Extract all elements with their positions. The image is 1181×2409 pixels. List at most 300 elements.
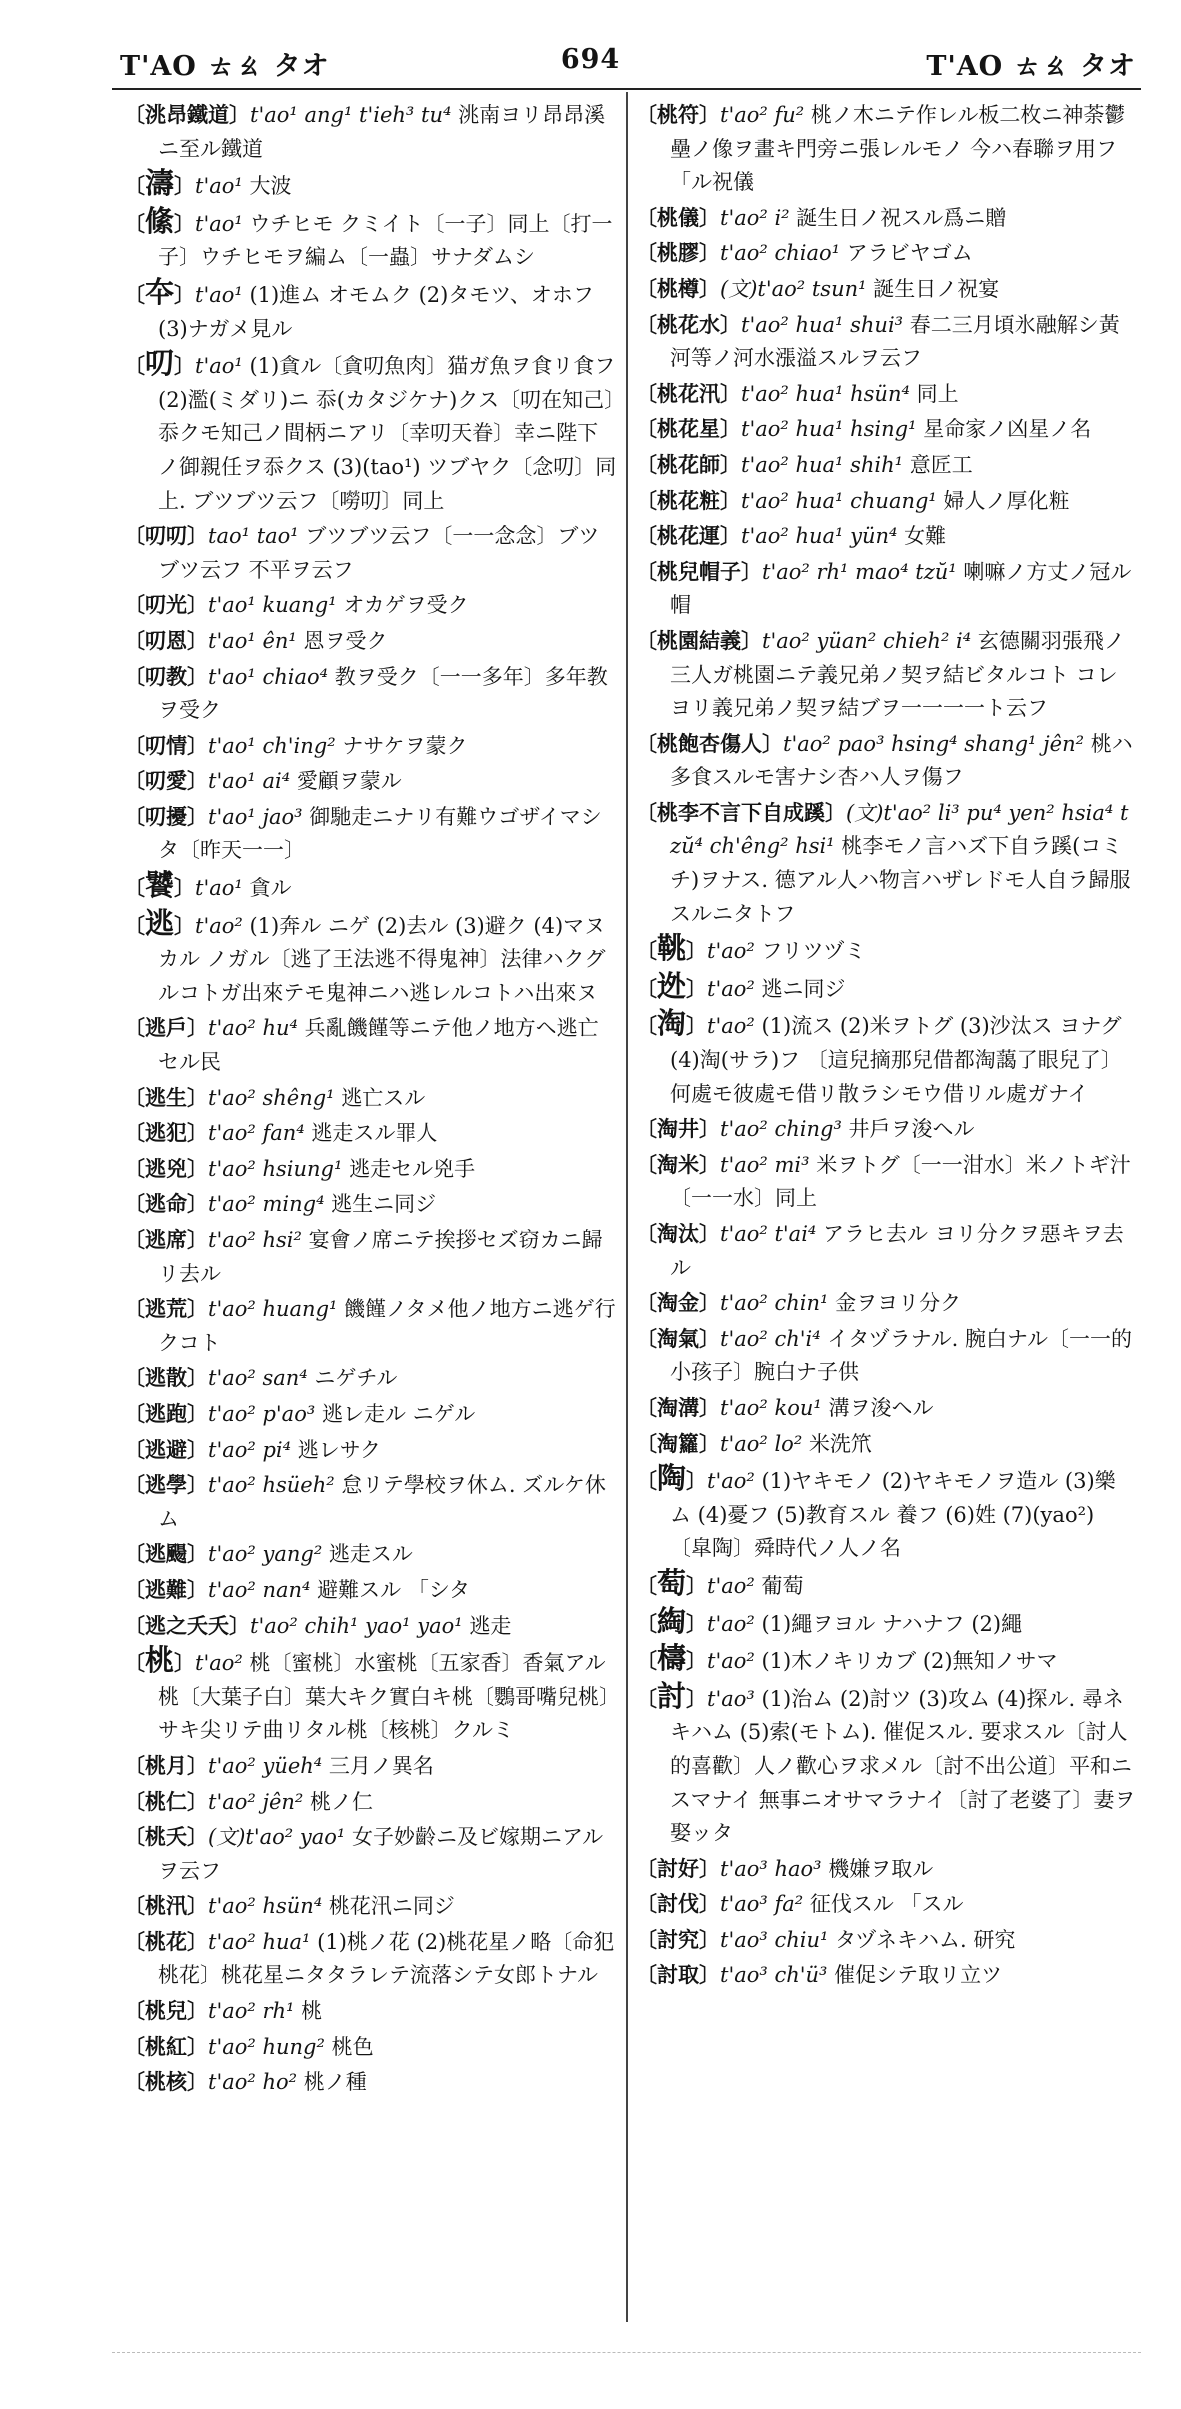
entry-bracket-close: 〕 bbox=[720, 311, 741, 337]
entry-gloss: ニゲチル bbox=[314, 1366, 398, 1391]
entry-bracket-open: 〔 bbox=[124, 2069, 145, 2095]
entry-gloss: ブツブツ云フ〔一一念念〕ブツブツ云フ 不平ヲ云フ bbox=[158, 524, 600, 582]
entry-bracket-open: 〔 bbox=[124, 803, 145, 829]
entry-gloss: 怠リテ學校ヲ休ム. ズルケ休ム bbox=[158, 1473, 606, 1531]
entry-gloss: (1)奔ル ニゲ (2)去ル (3)避ク (4)マヌカル ノガル〔逃了王法逃不得鬼神〕法律ハクグルコトガ出來テモ鬼神ニハ逃レルコトハ出來ヌ bbox=[158, 913, 606, 1005]
entry-bracket-open: 〔 bbox=[636, 1394, 657, 1420]
dictionary-entry bbox=[636, 1642, 1136, 1679]
entry-headword: 桃汛 bbox=[145, 1893, 187, 1919]
dictionary-entry bbox=[636, 236, 1136, 271]
column-divider bbox=[626, 92, 628, 2322]
entry-bracket-close: 〕 bbox=[174, 1650, 196, 1676]
entry-romanization: t'ao² san⁴ bbox=[208, 1366, 315, 1391]
entry-romanization: t'ao² hua¹ hsing¹ bbox=[741, 417, 924, 442]
entry-headword: 淘氣 bbox=[657, 1325, 699, 1351]
entry-headword: 桃飽杏傷人 bbox=[657, 730, 762, 756]
entry-romanization: t'ao² rh¹ mao⁴ tzŭ¹ bbox=[762, 559, 964, 584]
entry-gloss: 大波 bbox=[249, 174, 292, 199]
dictionary-entry bbox=[636, 1217, 1136, 1285]
entry-gloss: アラビヤゴム bbox=[846, 241, 973, 266]
entry-gloss: オカゲヲ受ク bbox=[343, 593, 469, 618]
entry-gloss: 恩ヲ受ク bbox=[303, 628, 388, 653]
entry-gloss: 桃〔蜜桃〕水蜜桃〔五家香〕香氣アル桃〔大葉子白〕葉大キク實白キ桃〔鸚哥嘴兒桃〕サキ尖リテ曲リタル桃〔核桃〕クルミ bbox=[158, 1651, 610, 1743]
entry-bracket-open: 〔 bbox=[124, 1612, 145, 1638]
entry-gloss: 玄德關羽張飛ノ三人ガ桃園ニテ義兄弟ノ契ヲ結ビタルコト コレヨリ義兄弟ノ契ヲ結ブヲ一一一一ト云フ bbox=[670, 628, 1125, 721]
entry-romanization: t'ao¹ jao³ bbox=[208, 804, 310, 829]
entry-gloss: 逃生ニ同ジ bbox=[331, 1192, 437, 1217]
entry-bracket-open: 〔 bbox=[636, 1290, 657, 1316]
entry-romanization: t'ao² jên² bbox=[208, 1789, 311, 1814]
entry-bracket-open: 〔 bbox=[636, 1325, 657, 1351]
entry-romanization: t'ao² bbox=[707, 976, 762, 1001]
entry-headword: 逃生 bbox=[145, 1084, 187, 1110]
entry-headword: 逃學 bbox=[145, 1472, 187, 1498]
dictionary-entry bbox=[124, 1820, 619, 1888]
dictionary-entry bbox=[124, 1889, 619, 1924]
entry-gloss: ナサケヲ蒙ク bbox=[342, 733, 468, 758]
entry-gloss: 逃走セル兇手 bbox=[349, 1156, 476, 1181]
entry-bracket-close: 〕 bbox=[699, 102, 720, 127]
entry-romanization: t'ao¹ ên¹ bbox=[208, 628, 304, 653]
entry-bracket-close: 〕 bbox=[720, 487, 741, 513]
entry-headword: 桃花星 bbox=[657, 416, 720, 442]
entry-romanization: t'ao² bbox=[707, 1649, 762, 1674]
entry-bracket-close: 〕 bbox=[187, 1436, 208, 1462]
entry-bracket-close: 〕 bbox=[720, 380, 741, 406]
dictionary-entry bbox=[124, 1609, 619, 1644]
entry-bracket-open: 〔 bbox=[124, 1541, 145, 1567]
entry-headword: 討好 bbox=[657, 1855, 699, 1881]
entry-headword: 叨 bbox=[145, 346, 175, 381]
entry-bracket-open: 〔 bbox=[124, 353, 145, 379]
entry-romanization: t'ao² hsüeh² bbox=[208, 1473, 342, 1498]
entry-headword: 桃兒帽子 bbox=[657, 558, 741, 584]
dictionary-entry bbox=[636, 1923, 1136, 1958]
entry-gloss: 星命家ノ凶星ノ名 bbox=[923, 417, 1092, 442]
entry-headword: 鞉 bbox=[657, 931, 687, 966]
entry-headword: 淘汰 bbox=[657, 1221, 699, 1246]
dictionary-entry bbox=[124, 729, 619, 764]
entry-bracket-open: 〔 bbox=[636, 799, 657, 825]
entry-romanization: t'ao² lo² bbox=[720, 1431, 809, 1456]
entry-gloss: (1)進ム オモムク (2)タモツ、オホフ (3)ナガメ見ル bbox=[158, 282, 594, 341]
dictionary-entry bbox=[124, 276, 619, 346]
entry-headword: 饕 bbox=[145, 868, 175, 903]
entry-gloss: 教ヲ受ク〔一一多年〕多年教ヲ受ク bbox=[158, 664, 608, 723]
entry-bracket-open: 〔 bbox=[636, 1648, 657, 1674]
entry-bracket-open: 〔 bbox=[636, 275, 657, 301]
entry-bracket-open: 〔 bbox=[124, 210, 145, 236]
entry-gloss: 御馳走ニナリ有難ウゴザイマシタ〔昨天一一〕 bbox=[158, 804, 602, 863]
entry-romanization: t'ao² hua¹ chuang¹ bbox=[741, 488, 944, 513]
entry-bracket-open: 〔 bbox=[124, 1576, 145, 1602]
entry-romanization: t'ao² fan⁴ bbox=[208, 1121, 312, 1146]
entry-gloss: 春二三月頃氷融解シ黃河等ノ河水漲溢スルヲ云フ bbox=[670, 312, 1120, 371]
dictionary-entry bbox=[124, 907, 619, 1011]
entry-bracket-open: 〔 bbox=[124, 1365, 145, 1391]
entry-headword: 桃花師 bbox=[657, 451, 720, 477]
entry-gloss: 三月ノ異名 bbox=[328, 1753, 434, 1778]
entry-headword: 桃紅 bbox=[145, 2033, 187, 2059]
entry-bracket-close: 〕 bbox=[187, 592, 208, 618]
dictionary-entry bbox=[636, 272, 1136, 307]
entry-bracket-open: 〔 bbox=[636, 627, 657, 653]
entry-romanization: t'ao¹ ai⁴ bbox=[208, 769, 297, 794]
entry-bracket-close: 〕 bbox=[699, 1394, 720, 1420]
entry-gloss: 宴會ノ席ニテ挨拶セズ窃カニ歸リ去ル bbox=[158, 1228, 603, 1286]
dictionary-entry bbox=[636, 1322, 1136, 1390]
entry-gloss: (1)ヤキモノ (2)ヤキモノヲ造ル (3)樂ム (4)憂フ (5)教育スル 養フ (6)姓 (7)(yao²)〔皐陶〕舜時代ノ人ノ名 bbox=[670, 1469, 1116, 1561]
entry-bracket-open: 〔 bbox=[124, 1650, 145, 1676]
entry-gloss: (1)流ス (2)米ヲトグ (3)沙汰ス ヨナグ (4)淘(サラ)フ 〔這兒摘那兒借都淘藹了眼兒了〕何處モ彼處モ借リ散ラシモウ借リル處ガナイ bbox=[670, 1014, 1122, 1106]
entry-bracket-close: 〕 bbox=[187, 1365, 208, 1391]
dictionary-entry bbox=[124, 764, 619, 799]
entry-gloss: 桃花汛ニ同ジ bbox=[328, 1894, 455, 1919]
entry-gloss: フリツヅミ bbox=[761, 939, 866, 964]
entry-gloss: 婦人ノ厚化粧 bbox=[943, 488, 1070, 513]
entry-romanization: t'ao¹ bbox=[195, 876, 250, 901]
dictionary-entry bbox=[124, 167, 619, 204]
entry-bracket-close: 〕 bbox=[762, 730, 783, 756]
entry-gloss: 桃 bbox=[301, 1999, 323, 2024]
right-column bbox=[636, 98, 1136, 2323]
entry-bracket-open: 〔 bbox=[124, 1472, 145, 1498]
entry-bracket-close: 〕 bbox=[187, 1120, 208, 1146]
entry-bracket-close: 〕 bbox=[187, 1155, 208, 1181]
entry-headword: 桃兒 bbox=[145, 1998, 187, 2024]
entry-headword: 淘米 bbox=[657, 1151, 699, 1177]
entry-headword: 桃符 bbox=[657, 102, 699, 127]
dictionary-entry bbox=[636, 555, 1136, 623]
entry-romanization: t'ao² hua¹ bbox=[208, 1929, 318, 1954]
entry-headword: 淘井 bbox=[657, 1116, 699, 1142]
entry-gloss: 逃ニ同ジ bbox=[761, 976, 846, 1001]
entry-romanization: t'ao¹ ang¹ t'ieh³ tu⁴ bbox=[250, 103, 459, 127]
entry-bracket-open: 〔 bbox=[636, 240, 657, 266]
entry-romanization: t'ao² hua¹ shui³ bbox=[741, 312, 910, 337]
entry-gloss: 兵亂饑饉等ニテ他ノ地方ヘ逃亡セル民 bbox=[158, 1016, 599, 1075]
entry-romanization: t'ao³ bbox=[707, 1686, 762, 1711]
entry-romanization: t'ao² yüeh⁴ bbox=[208, 1753, 329, 1778]
entry-romanization: t'ao³ ch'ü³ bbox=[720, 1963, 835, 1988]
running-head-left: T'AO ㄊㄠ タオ bbox=[120, 51, 330, 82]
entry-romanization: t'ao³ chiu¹ bbox=[720, 1927, 836, 1952]
dictionary-entry bbox=[636, 727, 1136, 795]
entry-bracket-open: 〔 bbox=[636, 380, 657, 406]
entry-gloss: 機嫌ヲ取ル bbox=[828, 1856, 934, 1881]
dictionary-entry bbox=[124, 1468, 619, 1536]
dictionary-entry bbox=[124, 1081, 619, 1116]
entry-bracket-open: 〔 bbox=[124, 1824, 145, 1850]
entry-headword: 逃兇 bbox=[145, 1155, 187, 1181]
entry-romanization: t'ao¹ ch'ing² bbox=[208, 733, 343, 758]
entry-romanization: t'ao² chih¹ yao¹ yao¹ bbox=[250, 1613, 470, 1638]
entry-bracket-close: 〕 bbox=[686, 938, 708, 964]
dictionary-entry bbox=[124, 1749, 619, 1784]
entry-bracket-open: 〔 bbox=[124, 102, 145, 127]
entry-romanization: t'ao² ming⁴ bbox=[208, 1192, 332, 1217]
entry-headword: 逃之夭夭 bbox=[145, 1612, 229, 1638]
entry-headword: 討究 bbox=[657, 1926, 699, 1952]
dictionary-entry bbox=[124, 660, 619, 728]
left-column bbox=[124, 98, 619, 2323]
dictionary-entry bbox=[124, 624, 619, 659]
entry-romanization: t'ao² hsi² bbox=[208, 1228, 309, 1252]
entry-romanization: t'ao² hsün⁴ bbox=[208, 1894, 329, 1919]
entry-headword: 逃避 bbox=[145, 1436, 187, 1462]
entry-bracket-open: 〔 bbox=[124, 592, 145, 618]
entry-bracket-close: 〕 bbox=[699, 275, 720, 301]
entry-headword: 淘籮 bbox=[657, 1430, 699, 1456]
entry-bracket-close: 〕 bbox=[174, 210, 196, 236]
entry-headword: 桃月 bbox=[145, 1752, 187, 1778]
entry-bracket-open: 〔 bbox=[124, 1788, 145, 1814]
entry-bracket-close: 〕 bbox=[187, 803, 208, 829]
entry-headword: 逃難 bbox=[145, 1576, 187, 1602]
dictionary-entry bbox=[124, 1433, 619, 1468]
entry-headword: 討取 bbox=[657, 1962, 699, 1988]
dictionary-entry bbox=[636, 412, 1136, 447]
entry-gloss: (1)繩ヲヨル ナハナフ (2)繩 bbox=[761, 1611, 1023, 1636]
dictionary-entry bbox=[124, 1187, 619, 1222]
entry-headword: 淘金 bbox=[657, 1290, 699, 1316]
dictionary-entry bbox=[636, 1852, 1136, 1887]
entry-romanization: t'ao² yüan² chieh² i⁴ bbox=[762, 628, 978, 653]
entry-headword: 洮昂鐵道 bbox=[145, 102, 229, 127]
entry-romanization: (文)t'ao² li³ pu⁴ yen² hsia⁴ tzŭ⁴ ch'êng² hsi¹ bbox=[670, 800, 1129, 859]
entry-bracket-open: 〔 bbox=[636, 451, 657, 477]
entry-headword: 檮 bbox=[657, 1641, 687, 1676]
running-head-right: T'AO ㄊㄠ タオ bbox=[926, 51, 1136, 82]
entry-bracket-close: 〕 bbox=[699, 1116, 720, 1142]
entry-bracket-close: 〕 bbox=[229, 102, 250, 127]
dictionary-entry bbox=[636, 1286, 1136, 1321]
entry-romanization: t'ao² bbox=[195, 913, 250, 938]
dictionary-entry bbox=[636, 1112, 1136, 1147]
dictionary-entry bbox=[636, 624, 1136, 726]
entry-bracket-close: 〕 bbox=[187, 1227, 208, 1252]
entry-bracket-open: 〔 bbox=[636, 938, 657, 964]
entry-bracket-open: 〔 bbox=[124, 732, 145, 758]
entry-gloss: 女子妙齡ニ及ビ嫁期ニアルヲ云フ bbox=[158, 1825, 604, 1883]
entry-bracket-close: 〕 bbox=[187, 1998, 208, 2024]
entry-headword: 叨光 bbox=[145, 592, 187, 618]
entry-bracket-close: 〕 bbox=[174, 912, 196, 938]
dictionary-entry bbox=[124, 1116, 619, 1151]
entry-bracket-close: 〕 bbox=[699, 204, 720, 230]
dictionary-entry bbox=[636, 1605, 1136, 1642]
entry-bracket-close: 〕 bbox=[686, 1610, 708, 1636]
entry-gloss: ウチヒモ クミイト〔一子〕同上〔打一子〕ウチヒモヲ編ム〔一蟲〕サナダムシ bbox=[158, 211, 613, 270]
entry-gloss: 葡萄 bbox=[761, 1573, 804, 1598]
entry-bracket-close: 〕 bbox=[720, 416, 741, 442]
entry-romanization: t'ao² ch'i⁴ bbox=[720, 1326, 828, 1351]
entry-romanization: t'ao² shêng¹ bbox=[208, 1085, 342, 1110]
entry-gloss: 同上 bbox=[916, 381, 959, 406]
entry-headword: 淘 bbox=[657, 1006, 687, 1041]
entry-gloss: 逃走 bbox=[469, 1613, 512, 1638]
entry-headword: 叨情 bbox=[145, 732, 187, 758]
entry-headword: 叨恩 bbox=[145, 627, 187, 653]
dictionary-entry bbox=[124, 519, 619, 587]
bottom-rule bbox=[112, 2352, 1141, 2353]
entry-bracket-close: 〕 bbox=[187, 1296, 208, 1322]
entry-headword: 桃園結義 bbox=[657, 627, 741, 653]
entry-romanization: t'ao² yang² bbox=[208, 1542, 329, 1567]
entry-gloss: (1)治ム (2)討ツ (3)攻ム (4)探ル. 尋ネキハム (5)索(モトム). 催促スル. 要求スル〔討人的喜歡〕人ノ歡心ヲ求メル〔討不出公道〕平和ニスマナイ 無事ニオサマラナイ〔討了老婆了〕妻ヲ娶ッタ bbox=[670, 1686, 1136, 1846]
entry-bracket-close: 〕 bbox=[699, 1962, 720, 1988]
dictionary-entry bbox=[124, 98, 619, 166]
entry-headword: 叨教 bbox=[145, 663, 187, 689]
entry-romanization: t'ao² hung² bbox=[208, 2034, 332, 2059]
dictionary-entry bbox=[124, 1011, 619, 1079]
entry-headword: 逃散 bbox=[145, 1365, 187, 1391]
entry-bracket-close: 〕 bbox=[174, 353, 196, 379]
entry-bracket-open: 〔 bbox=[124, 281, 145, 307]
header-rule bbox=[112, 88, 1141, 90]
entry-bracket-open: 〔 bbox=[124, 768, 145, 794]
entry-headword: 逃跑 bbox=[145, 1400, 187, 1426]
entry-bracket-close: 〕 bbox=[699, 1891, 720, 1917]
entry-bracket-close: 〕 bbox=[825, 799, 846, 825]
entry-romanization: t'ao² hua¹ hsün⁴ bbox=[741, 381, 917, 406]
entry-gloss: 米ヲトグ〔一一泔水〕米ノトギ汁〔一一水〕同上 bbox=[670, 1152, 1131, 1211]
entry-romanization: t'ao² ho² bbox=[208, 2070, 304, 2095]
entry-bracket-close: 〕 bbox=[187, 523, 208, 549]
entry-romanization: t'ao² mi³ bbox=[720, 1152, 817, 1177]
entry-bracket-open: 〔 bbox=[124, 1120, 145, 1146]
entry-headword: 綯 bbox=[657, 1603, 687, 1638]
entry-romanization: t'ao² fu² bbox=[720, 103, 811, 127]
entry-bracket-open: 〔 bbox=[636, 311, 657, 337]
entry-romanization: t'ao² rh¹ bbox=[208, 1999, 302, 2024]
entry-bracket-close: 〕 bbox=[699, 1855, 720, 1881]
entry-bracket-open: 〔 bbox=[124, 1084, 145, 1110]
entry-headword: 陶 bbox=[657, 1461, 687, 1496]
entry-headword: 濤 bbox=[145, 166, 175, 201]
entry-gloss: (1)桃ノ花 (2)桃花星ノ略〔命犯桃花〕桃花星ニタタラレテ流落シテ女郎トナル bbox=[158, 1929, 615, 1988]
entry-bracket-close: 〕 bbox=[686, 1013, 708, 1039]
entry-headword: 桃樽 bbox=[657, 275, 699, 301]
entry-gloss: タヅネキハム. 研究 bbox=[835, 1927, 1016, 1952]
entry-bracket-close: 〕 bbox=[699, 1290, 720, 1316]
page-number: 694 bbox=[560, 44, 621, 75]
entry-bracket-open: 〔 bbox=[636, 1962, 657, 1988]
entry-bracket-open: 〔 bbox=[636, 1926, 657, 1952]
dictionary-entry bbox=[636, 448, 1136, 483]
entry-romanization: t'ao² huang¹ bbox=[208, 1297, 345, 1322]
entry-bracket-open: 〔 bbox=[124, 1191, 145, 1217]
entry-headword: 桃李不言下自成蹊 bbox=[657, 799, 825, 825]
dictionary-entry bbox=[636, 796, 1136, 931]
entry-gloss: 洮南ヨリ昂昂溪ニ至ル鐵道 bbox=[158, 103, 606, 161]
entry-bracket-open: 〔 bbox=[636, 1468, 657, 1494]
entry-bracket-close: 〕 bbox=[699, 1151, 720, 1177]
dictionary-entry bbox=[124, 1361, 619, 1396]
entry-romanization: (文)t'ao² yao¹ bbox=[208, 1825, 352, 1850]
entry-gloss: 桃ハ多食スルモ害ナシ杏ハ人ヲ傷フ bbox=[670, 731, 1133, 790]
entry-bracket-close: 〕 bbox=[686, 1648, 708, 1674]
entry-romanization: t'ao¹ bbox=[195, 174, 250, 199]
entry-gloss: 避難スル 「シタ bbox=[317, 1577, 470, 1602]
dictionary-entry bbox=[124, 2065, 619, 2100]
entry-gloss: 桃色 bbox=[331, 2034, 374, 2059]
dictionary-entry bbox=[636, 1887, 1136, 1922]
dictionary-entry bbox=[636, 1958, 1136, 1993]
entry-romanization: t'ao² t'ai⁴ bbox=[720, 1222, 824, 1246]
dictionary-entry bbox=[124, 588, 619, 623]
dictionary-entry bbox=[124, 869, 619, 906]
entry-romanization: t'ao² ching³ bbox=[720, 1117, 849, 1142]
entry-headword: 逃戶 bbox=[145, 1015, 187, 1041]
entry-bracket-close: 〕 bbox=[699, 1430, 720, 1456]
entry-bracket-open: 〔 bbox=[636, 204, 657, 230]
entry-bracket-open: 〔 bbox=[636, 1430, 657, 1456]
entry-headword: 迯 bbox=[657, 968, 687, 1003]
entry-headword: 討伐 bbox=[657, 1891, 699, 1917]
entry-gloss: 饑饉ノタメ他ノ地方ニ逃ゲ行クコト bbox=[158, 1297, 616, 1355]
entry-headword: 討 bbox=[657, 1678, 687, 1713]
entry-bracket-close: 〕 bbox=[187, 1576, 208, 1602]
entry-gloss: アラヒ去ル ヨリ分クヲ惡キヲ去ル bbox=[670, 1222, 1124, 1280]
entry-bracket-open: 〔 bbox=[636, 558, 657, 584]
entry-gloss: 逃走スル bbox=[328, 1542, 413, 1567]
entry-bracket-open: 〔 bbox=[124, 1015, 145, 1041]
dictionary-entry bbox=[124, 1785, 619, 1820]
entry-bracket-close: 〕 bbox=[699, 240, 720, 266]
entry-bracket-close: 〕 bbox=[174, 173, 196, 199]
entry-headword: 叨擾 bbox=[145, 803, 187, 829]
entry-bracket-open: 〔 bbox=[124, 912, 145, 938]
entry-bracket-open: 〔 bbox=[636, 1221, 657, 1246]
entry-bracket-open: 〔 bbox=[636, 1685, 657, 1711]
entry-bracket-close: 〕 bbox=[187, 732, 208, 758]
entry-bracket-open: 〔 bbox=[124, 1227, 145, 1252]
entry-headword: 桃儀 bbox=[657, 204, 699, 230]
entry-gloss: 誕生日ノ祝スル爲ニ贈 bbox=[796, 205, 1007, 230]
entry-gloss: (1)貪ル〔貪叨魚肉〕猫ガ魚ヲ食リ食フ (2)濫(ミダリ)ニ 忝(カタジケナ)クス〔叨在知己〕忝クモ知己ノ間柄ニアリ〔幸叨天眷〕幸ニ陛下ノ御親任ヲ忝クス (3)(tao¹) ツブヤク〔念叨〕同上. ブツブツ云フ〔嘮叨〕同上 bbox=[158, 354, 617, 513]
entry-romanization: t'ao¹ bbox=[195, 282, 250, 307]
entry-gloss: 貪ル bbox=[249, 876, 292, 901]
dictionary-entry bbox=[124, 1925, 619, 1993]
dictionary-entry bbox=[124, 205, 619, 275]
entry-romanization: tao¹ tao¹ bbox=[208, 524, 306, 549]
entry-headword: 叨愛 bbox=[145, 768, 187, 794]
entry-bracket-open: 〔 bbox=[636, 416, 657, 442]
entry-bracket-open: 〔 bbox=[124, 2033, 145, 2059]
dictionary-entry bbox=[636, 1567, 1136, 1604]
entry-bracket-close: 〕 bbox=[187, 1893, 208, 1919]
entry-romanization: t'ao¹ kuang¹ bbox=[208, 593, 344, 618]
entry-romanization: t'ao² bbox=[707, 1611, 762, 1636]
dictionary-entry bbox=[636, 484, 1136, 519]
entry-bracket-close: 〕 bbox=[174, 281, 196, 307]
entry-gloss: 逃亡スル bbox=[341, 1085, 426, 1110]
entry-headword: 淘溝 bbox=[657, 1394, 699, 1420]
entry-gloss: 米洗笊 bbox=[808, 1431, 872, 1456]
dictionary-entry bbox=[124, 1292, 619, 1360]
entry-gloss: (1)木ノキリカブ (2)無知ノサマ bbox=[761, 1649, 1058, 1674]
entry-bracket-close: 〕 bbox=[686, 1468, 708, 1494]
entry-romanization: t'ao² chiao¹ bbox=[720, 241, 847, 266]
entry-bracket-close: 〕 bbox=[720, 451, 741, 477]
entry-headword: 桃花粧 bbox=[657, 487, 720, 513]
entry-romanization: t'ao² bbox=[707, 1469, 762, 1494]
entry-romanization: t'ao¹ chiao⁴ bbox=[208, 664, 335, 689]
entry-bracket-close: 〕 bbox=[741, 558, 762, 584]
entry-bracket-open: 〔 bbox=[124, 1400, 145, 1426]
entry-bracket-open: 〔 bbox=[636, 975, 657, 1001]
